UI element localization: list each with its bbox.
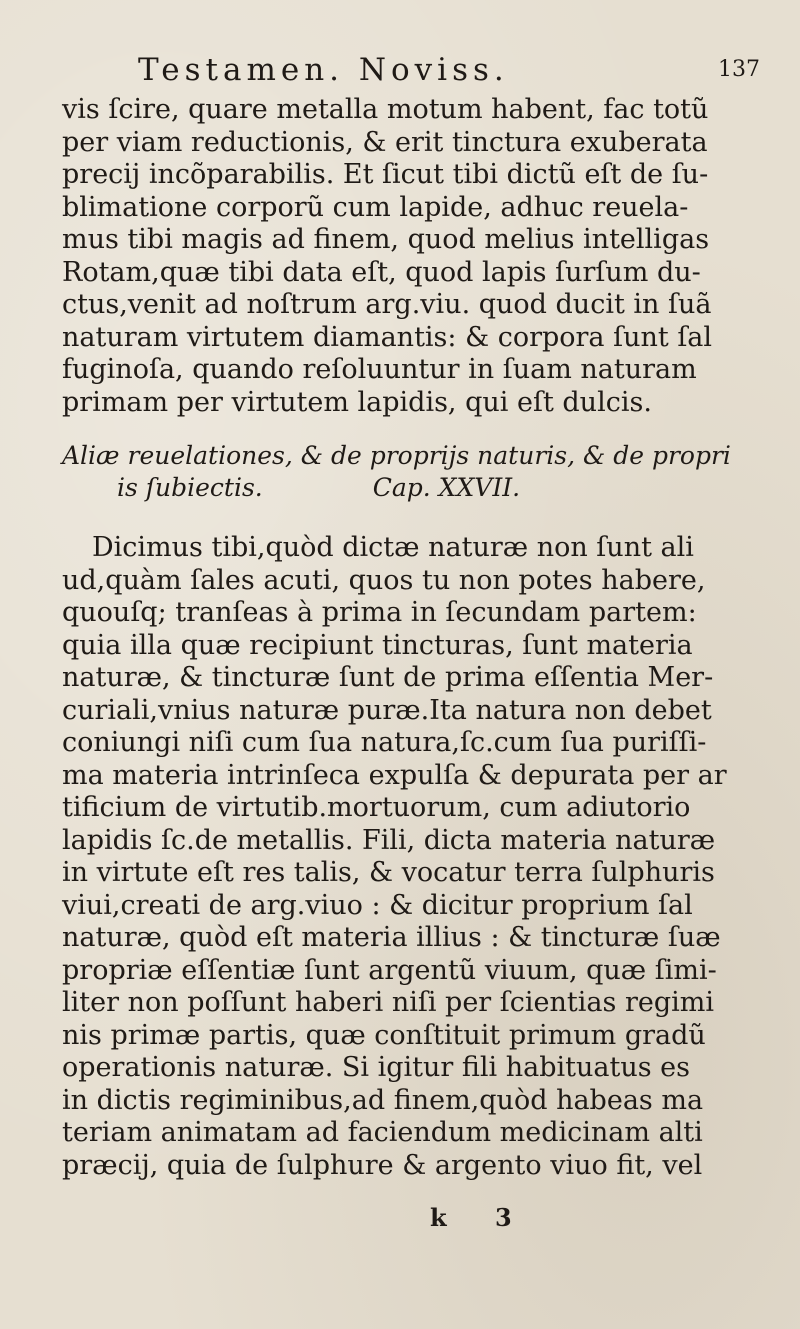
text-line: nis primæ partis, quæ conſtituit primum gradũ (62, 1019, 706, 1051)
text-line: in virtute eſt res talis, & vocatur terra ſulphuris (62, 857, 715, 888)
text-line: per viam reductionis, & erit tinctura exuberata (62, 126, 708, 158)
text-line: ud,quàm ſales acuti, quos tu non potes habere, (62, 564, 706, 596)
text-line: blimatione corporũ cum lapide, adhuc reuela- (62, 191, 689, 223)
text-line: coniungi niſi cum ſua natura,ſc.cum ſua puriſſi- (62, 727, 707, 758)
text-line: naturæ, & tincturæ ſunt de prima eſſentia Mer- (62, 662, 714, 693)
text-line: naturam virtutem diamantis: & corpora ſunt ſal (62, 321, 713, 353)
chapter-number: Cap. XXVII. (372, 473, 521, 502)
text-line: quouſq; tranſeas à prima in ſecundam partem: (62, 597, 697, 628)
page-header (120, 50, 760, 90)
paragraph-2 (62, 532, 762, 1182)
text-line: Dicimus tibi,quòd dictæ naturæ non ſunt ali (92, 532, 694, 563)
text-line: in dictis regiminibus,ad finem,quòd habeas ma (62, 1084, 704, 1116)
text-line: propriæ eſſentiæ ſunt argentũ viuum, quæ ſimi- (62, 954, 717, 986)
text-line: quia illa quæ recipiunt tincturas, ſunt materia (62, 629, 693, 661)
text-line: mus tibi magis ad finem, quod melius intelligas (62, 224, 710, 255)
text-line: præcij, quia de ſulphure & argento viuo fit, vel (62, 1149, 703, 1181)
text-line: precij incõparabilis. Et ſicut tibi dictũ eſt de ſu- (62, 159, 709, 190)
text-line: ctus,venit ad noſtrum arg.viu. quod ducit in ſuã (62, 289, 712, 320)
text-line: curiali,vnius naturæ puræ.Ita natura non debet (62, 694, 712, 726)
text-line: Rotam,quæ tibi data eſt, quod lapis ſurſum du- (62, 256, 701, 288)
text-line: fuginoſa, quando reſoluuntur in ſuam naturam (62, 354, 697, 385)
text-line: lapidis ſc.de metallis. Fili, dicta materia naturæ (62, 824, 716, 856)
text-line: operationis naturæ. Si igitur fili habituatus es (62, 1052, 691, 1083)
chapter-title-subject: is ſubiectis. (117, 473, 263, 502)
page-number: 137 (718, 57, 760, 82)
text-line: naturæ, quòd eſt materia illius : & tincturæ ſuæ (62, 922, 721, 953)
paragraph-1 (62, 94, 762, 419)
text-line: liter non poſſunt haberi niſi per ſcientias regimi (62, 987, 714, 1018)
signature-mark: k 3 (430, 1203, 532, 1232)
chapter-title-line-1: Aliæ reuelationes, & de proprijs naturis, & de propri (62, 441, 731, 470)
text-line: tificium de virtutib.mortuorum, cum adiutorio (62, 792, 691, 823)
text-line: ma materia intrinſeca expulſa & depurata per ar (62, 759, 727, 791)
chapter-title-line-2 (62, 472, 762, 504)
text-line: primam per virtutem lapidis, qui eſt dulcis. (62, 386, 652, 418)
text-line: teriam animatam ad faciendum medicinam alti (62, 1117, 703, 1148)
running-head: Testamen. Noviss. (138, 52, 509, 88)
text-line: vis ſcire, quare metalla motum habent, fac totũ (62, 94, 709, 125)
text-line: viui,creati de arg.viuo : & dicitur proprium ſal (62, 889, 693, 921)
chapter-heading (62, 440, 762, 504)
